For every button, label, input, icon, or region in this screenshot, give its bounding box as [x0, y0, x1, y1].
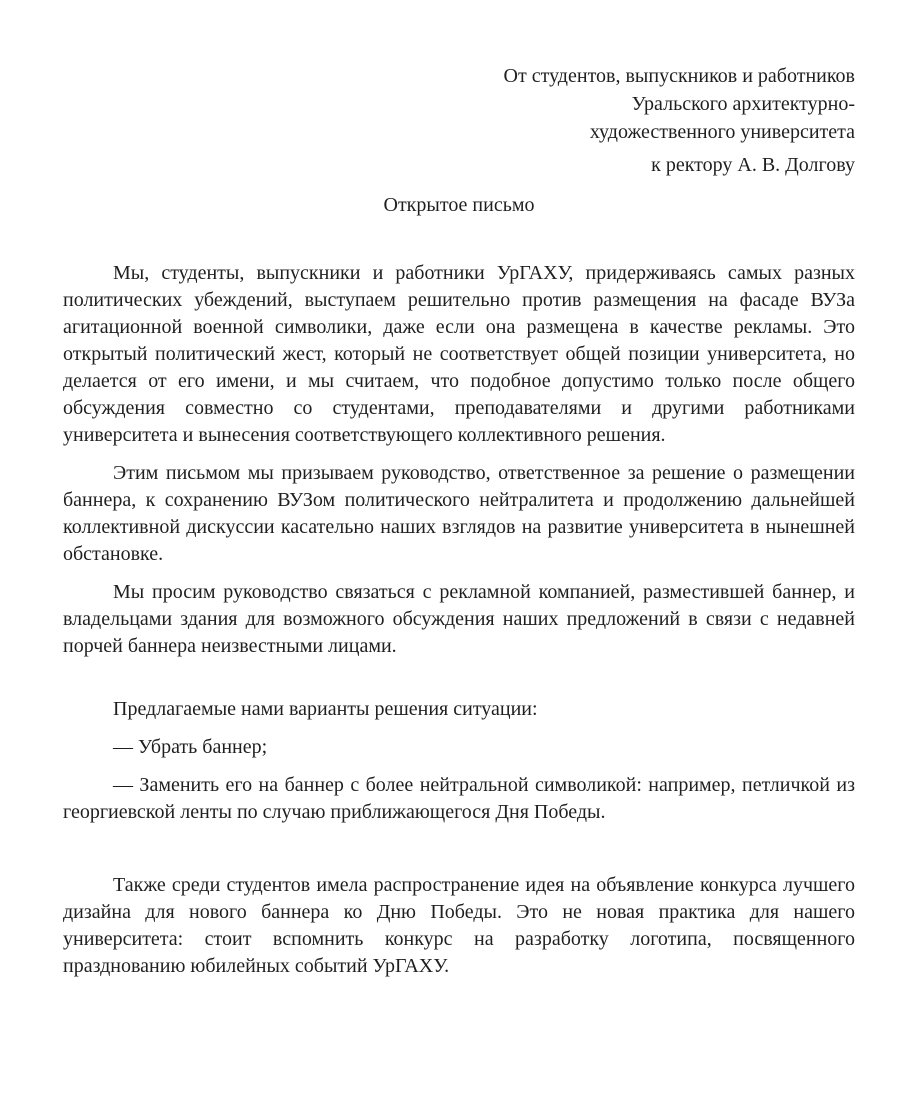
paragraph-options-intro: Предлагаемые нами варианты решения ситуации: — [113, 698, 538, 720]
sender-line-1: От студентов, выпускников и работников — [503, 65, 855, 87]
list-item-remove-banner: — Убрать баннер; — [113, 736, 268, 758]
sender-line-3: художественного университета — [589, 121, 855, 143]
paragraph-intro: Мы, студенты, выпускники и работники УрГАХУ, придерживаясь самых разных политических убеждений, выступаем решительно против размещения на фасаде ВУЗа агитационной военной символики, даже если она размещена в качестве рекламы. Это открытый политический жест, который не соответствует общей позиции университета, но делается от его имени, и мы считаем, что подобное допустимо только после общего обсуждения совместно со студентами, преподавателями и другими работниками университета и вынесения соответствующего коллективного решения. — [63, 262, 855, 446]
paragraph-appeal: Этим письмом мы призываем руководство, ответственное за решение о размещении баннера, к сохранению ВУЗом политического нейтралитета и продолжению дальнейшей коллективной дискуссии касательно наших взглядов на развитие университета в нынешней обстановке. — [63, 462, 855, 565]
paragraph-request: Мы просим руководство связаться с рекламной компанией, разместившей баннер, и владельцами здания для возможного обсуждения наших предложений в связи с недавней порчей баннера неизвестными лицами. — [63, 581, 855, 657]
paragraph-contest-idea: Также среди студентов имела распространение идея на объявление конкурса лучшего дизайна для нового баннера ко Дню Победы. Это не новая практика для нашего университета: стоит вспомнить конкурс на разработку логотипа, посвященного празднованию юбилейных событий УрГАХУ. — [63, 874, 855, 977]
letter-addressee: к ректору А. В. Долгову — [651, 154, 855, 176]
sender-line-2: Уральского архитектурно- — [631, 93, 855, 115]
letter-title: Открытое письмо — [383, 194, 535, 216]
list-item-replace-banner: — Заменить его на баннер с более нейтральной символикой: например, петличкой из георгиевской ленты по случаю приближающегося Дня Победы. — [63, 774, 855, 823]
letter-sender-block — [63, 62, 855, 146]
